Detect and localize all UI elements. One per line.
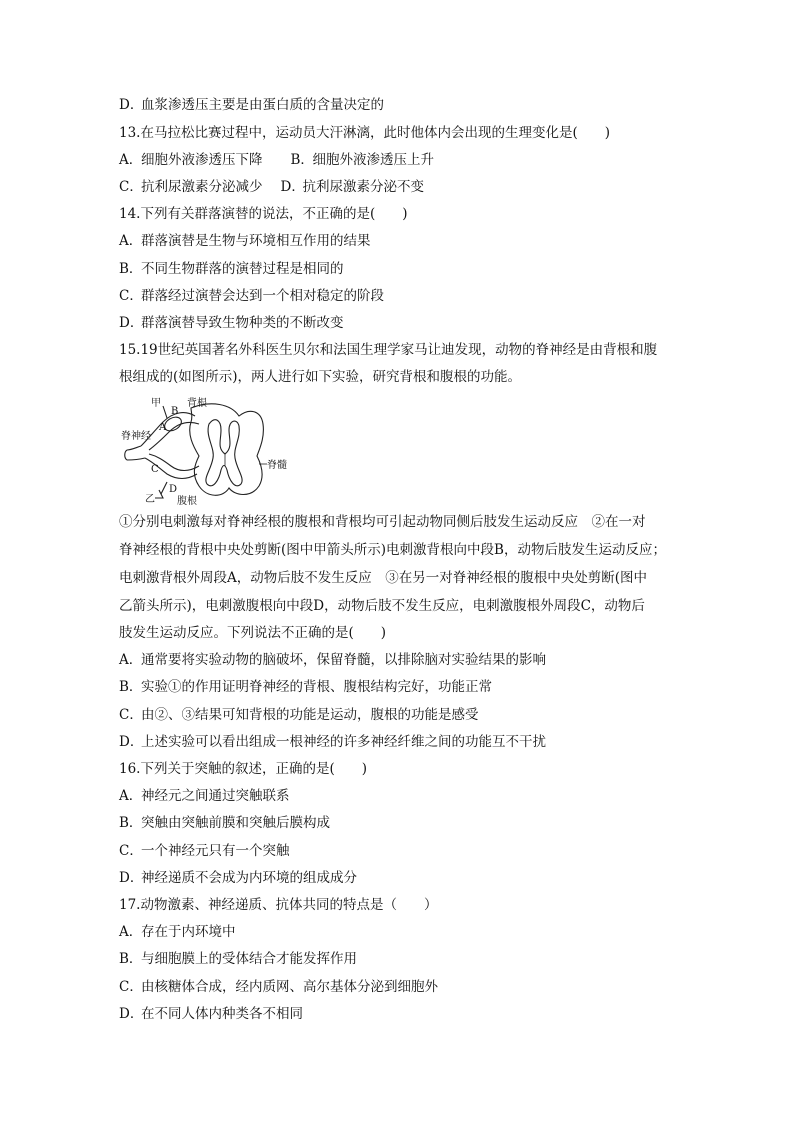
q15-option-b: B．实验①的作用证明脊神经的背根、腹根结构完好，功能正常: [119, 679, 492, 695]
label-d: D: [169, 484, 178, 495]
spinal-nerve-diagram: [121, 394, 301, 508]
label-c: C: [151, 464, 159, 475]
q15-para-line3: 电刺激背根外周段A，动物后肢不发生反应 ③在另一对脊神经根的腹根中央处剪断(图中: [119, 570, 648, 586]
label-jishenjing: 脊神经: [121, 431, 151, 442]
label-b: B: [171, 406, 179, 417]
q13-option-d: 抗利尿激素分泌不变: [302, 179, 424, 195]
q16-option-b: B．突触由突触前膜和突触后膜构成: [119, 815, 330, 831]
q17-option-a: A．存在于内环境中: [119, 924, 236, 940]
q13-stem: 13.在马拉松比赛过程中，运动员大汗淋漓，此时他体内会出现的生理变化是( ): [119, 125, 611, 141]
label-fugen: 腹根: [177, 496, 197, 507]
label-jisui: 脊髓: [267, 460, 287, 471]
label-a: A: [159, 422, 167, 433]
q13-option-a: 细胞外液渗透压下降: [141, 152, 263, 168]
q16-option-d: D．神经递质不会成为内环境的组成成分: [119, 870, 357, 886]
q17-option-d: D．在不同人体内种类各不相同: [119, 1006, 303, 1022]
q13-option-c: 抗利尿激素分泌减少: [141, 179, 263, 195]
q13-option-b: 细胞外液渗透压上升: [312, 152, 434, 168]
label-jia: 甲: [151, 398, 161, 409]
q15-option-c: C．由②、③结果可知背根的功能是运动，腹根的功能是感受: [119, 707, 479, 723]
q16-option-a: A．神经元之间通过突触联系: [119, 788, 290, 804]
q14-option-d: D．群落演替导致生物种类的不断改变: [119, 315, 344, 331]
q17-stem: 17.动物激素、神经递质、抗体共同的特点是（ ）: [119, 897, 438, 913]
q15-para-line5: 肢发生运动反应。下列说法不正确的是( ): [119, 625, 387, 641]
q14-stem: 14.下列有关群落演替的说法，不正确的是( ): [119, 206, 408, 222]
label-yi: 乙: [145, 494, 155, 505]
label-beigen: 背根: [187, 398, 207, 409]
q14-option-c: C．群落经过演替会达到一个相对稳定的阶段: [119, 288, 384, 304]
q15-para-line4: 乙箭头所示)，电刺激腹根向中段D，动物后肢不发生反应，电刺激腹根外周段C，动物后: [119, 598, 645, 614]
q13-options-cd: C．抗利尿激素分泌减少 D．抗利尿激素分泌不变: [119, 179, 424, 195]
q15-para-line2: 脊神经根的背根中央处剪断(图中甲箭头所示)电刺激背根向中段B，动物后肢发生运动反应；: [119, 542, 666, 558]
q12-option-d: D．血浆渗透压主要是由蛋白质的含量决定的: [119, 97, 384, 113]
q15-para-line1: ①分别电刺激每对脊神经根的腹根和背根均可引起动物同侧后肢发生运动反应 ②在一对: [119, 514, 646, 530]
q15-stem-line1: 15.19世纪英国著名外科医生贝尔和法国生理学家马让迪发现，动物的脊神经是由背根和腹: [119, 342, 658, 358]
q14-option-a: A．群落演替是生物与环境相互作用的结果: [119, 233, 371, 249]
q16-option-c: C．一个神经元只有一个突触: [119, 843, 290, 859]
q17-option-b: B．与细胞膜上的受体结合才能发挥作用: [119, 951, 357, 967]
q15-stem-line2: 根组成的(如图所示)，两人进行如下实验，研究背根和腹根的功能。: [119, 369, 522, 385]
q14-option-b: B．不同生物群落的演替过程是相同的: [119, 261, 344, 277]
q17-option-c: C．由核糖体合成，经内质网、高尔基体分泌到细胞外: [119, 979, 438, 995]
q15-option-a: A．通常要将实验动物的脑破坏，保留脊髓，以排除脑对实验结果的影响: [119, 652, 546, 668]
q15-option-d: D．上述实验可以看出组成一根神经的许多神经纤维之间的功能互不干扰: [119, 734, 546, 750]
q13-options-ab: A．细胞外液渗透压下降 B．细胞外液渗透压上升: [119, 152, 434, 168]
q16-stem: 16.下列关于突触的叙述，正确的是( ): [119, 761, 368, 777]
